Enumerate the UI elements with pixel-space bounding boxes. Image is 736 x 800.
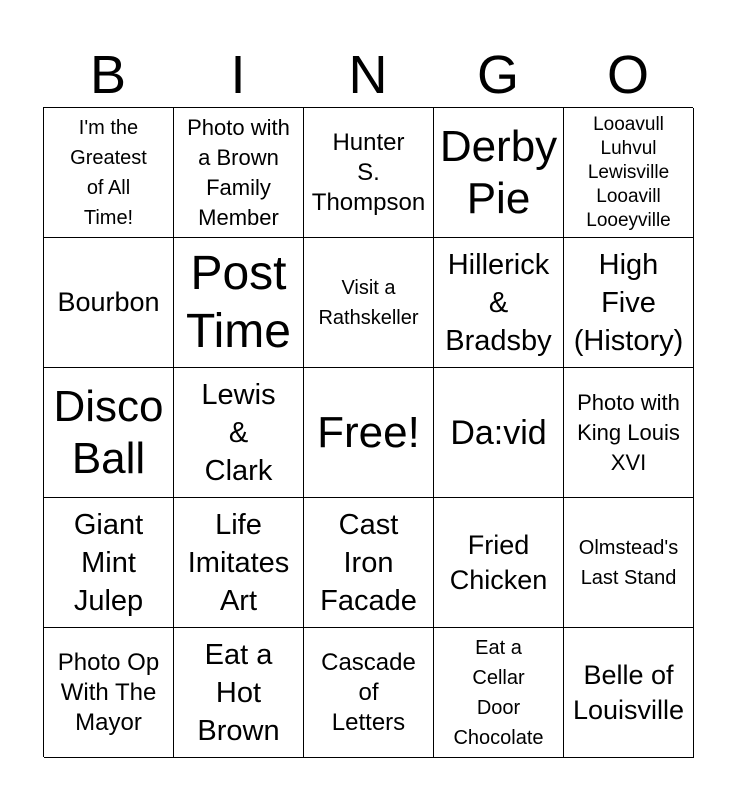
bingo-cell[interactable]: Looavull Luhvul Lewisville Looavill Looeyville: [564, 108, 694, 238]
bingo-cell[interactable]: Hillerick & Bradsby: [434, 238, 564, 368]
bingo-cell[interactable]: Hunter S. Thompson: [304, 108, 434, 238]
bingo-cell[interactable]: Life Imitates Art: [174, 498, 304, 628]
bingo-cell[interactable]: Belle of Louisville: [564, 628, 694, 758]
bingo-cell[interactable]: Photo with a Brown Family Member: [174, 108, 304, 238]
bingo-cell[interactable]: Olmstead's Last Stand: [564, 498, 694, 628]
bingo-cell[interactable]: Post Time: [174, 238, 304, 368]
bingo-header: [43, 44, 693, 106]
header-letter-n: N: [348, 45, 388, 105]
bingo-cell[interactable]: I'm the Greatest of All Time!: [44, 108, 174, 238]
bingo-cell[interactable]: Lewis & Clark: [174, 368, 304, 498]
bingo-cell[interactable]: Cast Iron Facade: [304, 498, 434, 628]
bingo-cell[interactable]: Da:vid: [434, 368, 564, 498]
bingo-cell[interactable]: Photo Op With The Mayor: [44, 628, 174, 758]
header-letter-o: O: [606, 45, 649, 105]
bingo-cell[interactable]: Eat a Cellar Door Chocolate: [434, 628, 564, 758]
header-letter-i: I: [230, 45, 246, 105]
bingo-cell[interactable]: Visit a Rathskeller: [304, 238, 434, 368]
bingo-cell[interactable]: Cascade of Letters: [304, 628, 434, 758]
bingo-board: [43, 107, 693, 757]
bingo-cell[interactable]: Disco Ball: [44, 368, 174, 498]
bingo-cell[interactable]: Bourbon: [44, 238, 174, 368]
bingo-cell[interactable]: Derby Pie: [434, 108, 564, 238]
header-letter-g: G: [476, 45, 519, 105]
bingo-cell[interactable]: Giant Mint Julep: [44, 498, 174, 628]
bingo-cell[interactable]: High Five (History): [564, 238, 694, 368]
bingo-cell[interactable]: Eat a Hot Brown: [174, 628, 304, 758]
bingo-cell[interactable]: Fried Chicken: [434, 498, 564, 628]
bingo-cell[interactable]: Photo with King Louis XVI: [564, 368, 694, 498]
bingo-cell-free[interactable]: Free!: [304, 368, 434, 498]
header-letter-b: B: [89, 45, 127, 105]
